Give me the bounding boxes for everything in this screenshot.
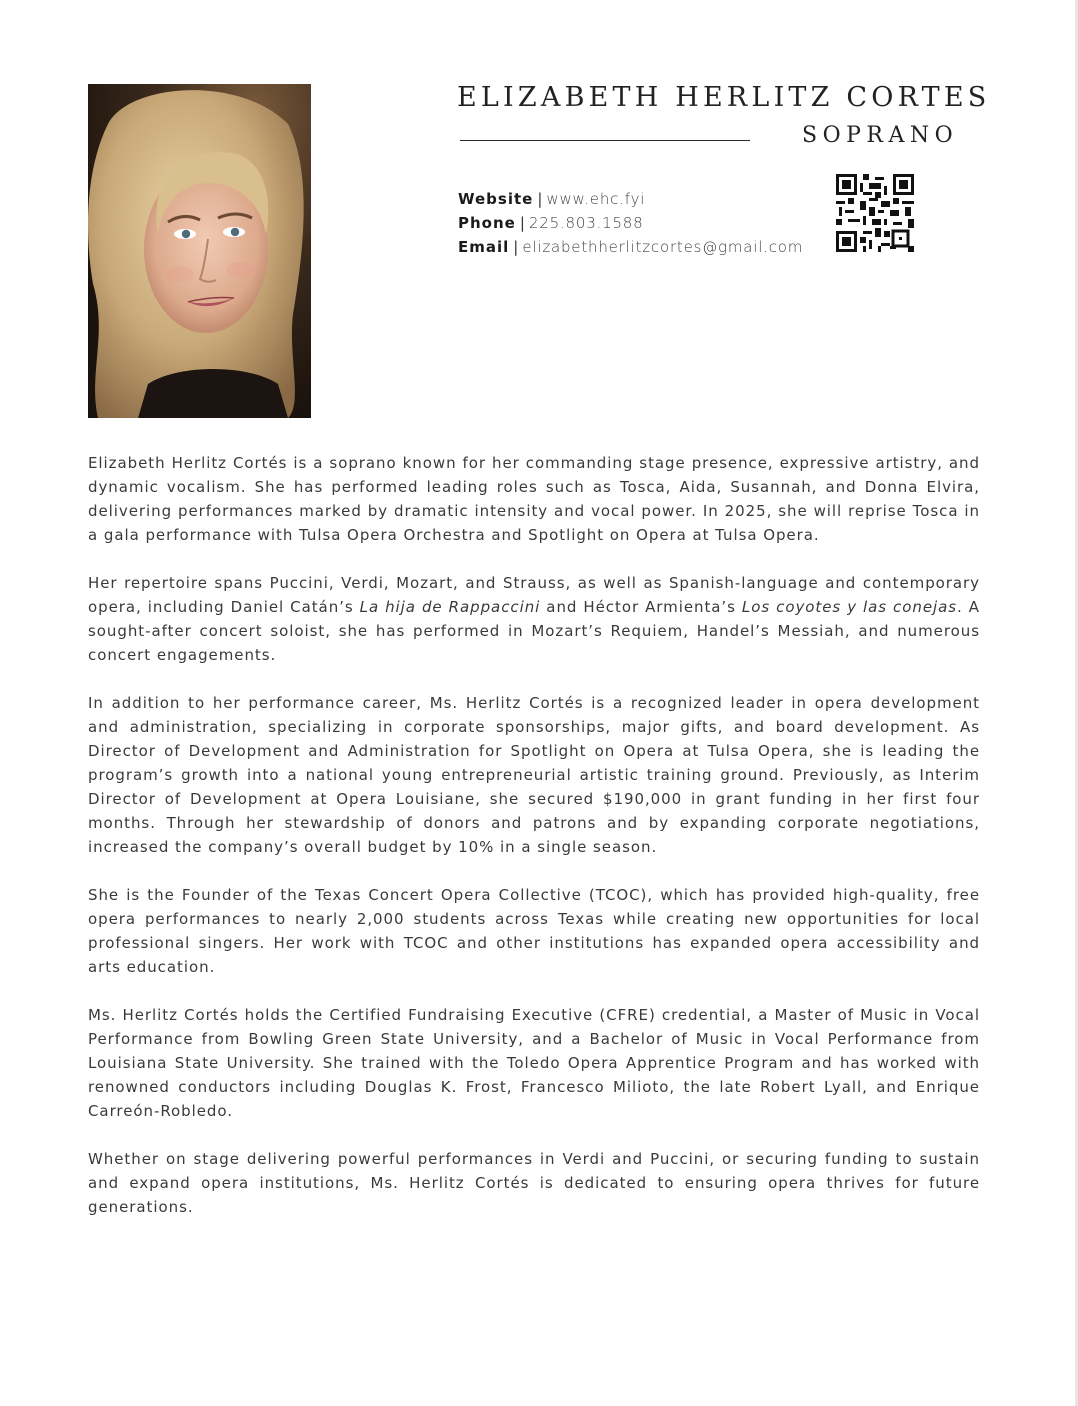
performer-name: ELIZABETH HERLITZ CORTES bbox=[457, 82, 991, 113]
website-label: Website bbox=[458, 190, 534, 208]
work-title-la-hija-de-rappaccini: La hija de Rappaccini bbox=[359, 598, 541, 616]
bio-paragraph-1: Elizabeth Herlitz Cortés is a soprano known for her commanding stage presence, expressive artistry, and dynamic vocalism. She has performed leading roles such as Tosca, Aida, Susannah, and Donna Elvira, delivering performances marked by dramatic intensity and vocal power. In 2025, she will reprise Tosca in a gala performance with Tulsa Opera Orchestra and Spotlight on Opera at Tulsa Opera. bbox=[88, 454, 980, 544]
qr-code-graphic bbox=[836, 174, 914, 252]
bio-paragraph-4: She is the Founder of the Texas Concert Opera Collective (TCOC), which has provided high-quality, free opera performances to nearly 2,000 students across Texas while creating new opportunities for local professional singers. Her work with TCOC and other institutions has expanded opera accessibility and arts education. bbox=[88, 886, 980, 976]
email-label: Email bbox=[458, 238, 510, 256]
header-divider bbox=[460, 140, 750, 141]
voice-type: SOPRANO bbox=[802, 123, 959, 148]
website-link[interactable]: www.ehc.fyi bbox=[546, 190, 646, 208]
portrait-illustration bbox=[88, 84, 311, 418]
bio-paragraph-6: Whether on stage delivering powerful performances in Verdi and Puccini, or securing funding to sustain and expand opera institutions, Ms. Herlitz Cortés is dedicated to ensuring opera thrives for future generations. bbox=[88, 1150, 980, 1216]
bio-paragraph-3: In addition to her performance career, Ms. Herlitz Cortés is a recognized leader in opera development and administration, specializing in corporate sponsorships, major gifts, and board development. As Director of Development and Administration for Spotlight on Opera at Tulsa Opera, she is leading the program’s growth into a national young entrepreneurial artistic training ground. Previously, as Interim Director of Development at Opera Louisiane, she secured $190,000 in grant funding in her first four months. Through her stewardship of donors and patrons and by expanding corporate negotiations, increased the company’s overall budget by 10% in a single season. bbox=[88, 694, 980, 856]
phone-value[interactable]: 225.803.1588 bbox=[528, 214, 644, 232]
email-link[interactable]: elizabethherlitzcortes@gmail.com bbox=[522, 238, 804, 256]
bio-p2-text-c: . A sought-after concert soloist, she has performed in Mozart’s Requiem, Handel’s Messiah, and numerous concert engagements. bbox=[88, 598, 980, 664]
bio-p2-text-b: and Héctor Armienta’s bbox=[540, 598, 742, 616]
contact-phone-row bbox=[458, 211, 828, 235]
work-title-los-coyotes: Los coyotes y las conejas bbox=[741, 598, 958, 616]
bio-p2-text-a: Her repertoire spans Puccini, Verdi, Mozart, and Strauss, as well as Spanish-language and contemporary opera, including Daniel Catán’s bbox=[88, 574, 980, 616]
separator: | bbox=[513, 238, 519, 256]
separator: | bbox=[537, 190, 543, 208]
contact-email-row bbox=[458, 235, 828, 259]
contact-block bbox=[458, 187, 828, 259]
phone-label: Phone bbox=[458, 214, 516, 232]
biography bbox=[88, 451, 980, 1243]
bio-paragraph-5: Ms. Herlitz Cortés holds the Certified Fundraising Executive (CFRE) credential, a Master of Music in Vocal Performance from Bowling Green State University, and a Bachelor of Music in Vocal Performance from Louisiana State University. She trained with the Toledo Opera Apprentice Program and has worked with renowned conductors including Douglas K. Frost, Francesco Milioto, the late Robert Lyall, and Enrique Carreón-Robledo. bbox=[88, 1006, 980, 1120]
portrait-photo bbox=[88, 84, 311, 418]
bio-paragraph-2 bbox=[88, 571, 980, 667]
separator: | bbox=[519, 214, 525, 232]
contact-website-row bbox=[458, 187, 828, 211]
qr-code-icon[interactable] bbox=[836, 174, 914, 252]
